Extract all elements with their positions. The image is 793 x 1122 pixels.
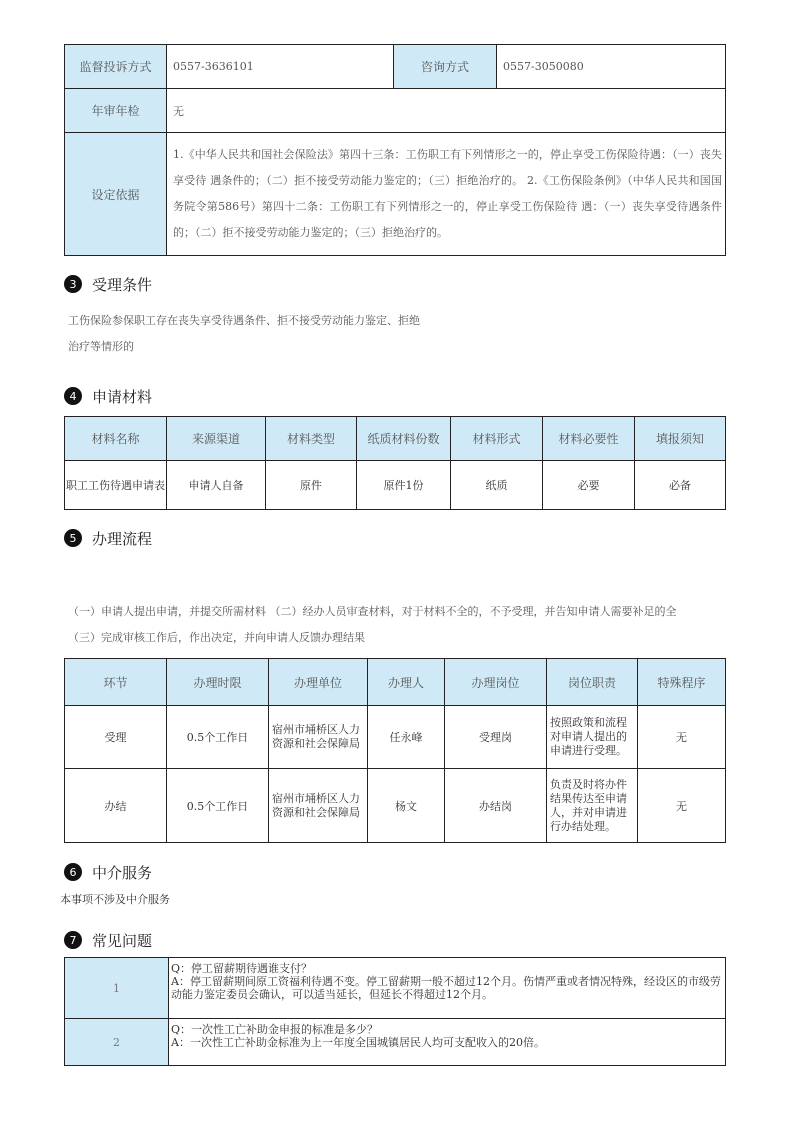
table-row — [65, 461, 726, 510]
faq-index: 2 — [65, 1019, 169, 1066]
faq-content — [169, 1019, 726, 1066]
section-number-6: 6 — [64, 863, 82, 881]
materials-header: 材料类型 — [266, 417, 357, 461]
table-row — [65, 769, 726, 843]
faq-answer: A：一次性工亡补助金标准为上一年度全国城镇居民人均可支配收入的20倍。 — [171, 1036, 545, 1049]
faq-answer: A：停工留薪期间原工资福利待遇不变。停工留薪期一般不超过12个月。伤情严重或者情况特殊，经设区的市级劳动能力鉴定委员会确认，可以适当延长，但延长不得超过12个月。 — [171, 975, 721, 1001]
process-cell: 宿州市埇桥区人力资源和社会保障局 — [269, 706, 368, 769]
process-line-1: （一）申请人提出申请，并提交所需材料 （二）经办人员审查材料，对于材料不全的，不予受理，并告知申请人需要补足的全 — [68, 605, 677, 618]
materials-header: 材料形式 — [451, 417, 543, 461]
process-cell: 受理 — [65, 706, 167, 769]
materials-header: 来源渠道 — [167, 417, 266, 461]
process-header: 办理岗位 — [445, 659, 547, 706]
process-cell: 受理岗 — [445, 706, 547, 769]
acceptance-line-2: 治疗等情形的 — [68, 340, 134, 353]
annual-label: 年审年检 — [65, 89, 167, 133]
materials-header: 材料必要性 — [543, 417, 635, 461]
faq-table — [64, 957, 726, 1066]
basis-label: 设定依据 — [65, 133, 167, 256]
process-cell: 无 — [638, 706, 726, 769]
process-cell: 无 — [638, 769, 726, 843]
materials-cell: 必备 — [635, 461, 726, 510]
process-header: 岗位职责 — [547, 659, 638, 706]
complaint-value: 0557-3636101 — [167, 45, 394, 89]
materials-cell: 职工工伤待遇申请表 — [65, 461, 167, 510]
intermediary-text: 本事项不涉及中介服务 — [60, 893, 170, 906]
faq-content — [169, 958, 726, 1019]
acceptance-text — [68, 308, 725, 360]
section-number-3: 3 — [64, 275, 82, 293]
faq-question: Q：停工留薪期待遇谁支付？ — [171, 962, 313, 975]
section-intermediary-services — [64, 861, 725, 883]
process-header: 办理人 — [368, 659, 445, 706]
faq-item — [65, 958, 726, 1019]
process-header: 特殊程序 — [638, 659, 726, 706]
section-number-7: 7 — [64, 931, 82, 949]
table-row — [65, 706, 726, 769]
basis-value: 1.《中华人民共和国社会保险法》第四十三条：工伤职工有下列情形之一的，停止享受工伤保险待遇：（一）丧失享受待 遇条件的；（二）拒不接受劳动能力鉴定的；（三）拒绝治疗的。 2.《工伤保险条例》（中华人民共和国国务院令第586号）第四十二条：工伤职工有下列情形之一的，停止享受工伤保险待 遇：（一）丧失享受待遇条件的；（二）拒不接受劳动能力鉴定的；（三）拒绝治疗的。 — [167, 133, 726, 256]
materials-cell: 纸质 — [451, 461, 543, 510]
materials-cell: 必要 — [543, 461, 635, 510]
process-header: 办理单位 — [269, 659, 368, 706]
acceptance-line-1: 工伤保险参保职工存在丧失享受待遇条件、拒不接受劳动能力鉴定、拒绝 — [68, 314, 420, 327]
section-application-materials — [64, 385, 725, 407]
materials-cell: 原件 — [266, 461, 357, 510]
page — [60, 44, 725, 1066]
materials-table — [64, 416, 726, 510]
section-acceptance-conditions — [64, 273, 725, 295]
process-table — [64, 658, 726, 843]
process-cell: 任永峰 — [368, 706, 445, 769]
section-title: 中介服务 — [92, 863, 153, 882]
process-cell: 0.5个工作日 — [167, 769, 269, 843]
annual-value: 无 — [167, 89, 726, 133]
info-table — [64, 44, 726, 256]
section-title: 受理条件 — [92, 275, 153, 294]
process-header: 环节 — [65, 659, 167, 706]
consult-label: 咨询方式 — [394, 45, 497, 89]
materials-header: 填报须知 — [635, 417, 726, 461]
materials-cell: 申请人自备 — [167, 461, 266, 510]
section-number-4: 4 — [64, 387, 82, 405]
section-faq — [64, 929, 725, 951]
section-title: 办理流程 — [92, 529, 153, 548]
section-number-5: 5 — [64, 529, 82, 547]
process-cell: 办结 — [65, 769, 167, 843]
process-cell: 负责及时将办件结果传达至申请人，并对申请进行办结处理。 — [547, 769, 638, 843]
materials-header: 纸质材料份数 — [357, 417, 451, 461]
process-cell: 杨文 — [368, 769, 445, 843]
process-cell: 宿州市埇桥区人力资源和社会保障局 — [269, 769, 368, 843]
process-cell: 按照政策和流程对申请人提出的申请进行受理。 — [547, 706, 638, 769]
materials-header: 材料名称 — [65, 417, 167, 461]
section-title: 申请材料 — [92, 387, 153, 406]
materials-cell: 原件1份 — [357, 461, 451, 510]
faq-item — [65, 1019, 726, 1066]
faq-index: 1 — [65, 958, 169, 1019]
section-process — [64, 527, 725, 549]
process-text — [68, 599, 725, 651]
process-header: 办理时限 — [167, 659, 269, 706]
faq-question: Q：一次性工亡补助金申报的标准是多少？ — [171, 1023, 379, 1036]
process-cell: 0.5个工作日 — [167, 706, 269, 769]
process-line-2: （三）完成审核工作后，作出决定，并向申请人反馈办理结果 — [68, 631, 365, 644]
complaint-label: 监督投诉方式 — [65, 45, 167, 89]
section-title: 常见问题 — [92, 931, 153, 950]
process-cell: 办结岗 — [445, 769, 547, 843]
consult-value: 0557-3050080 — [497, 45, 726, 89]
